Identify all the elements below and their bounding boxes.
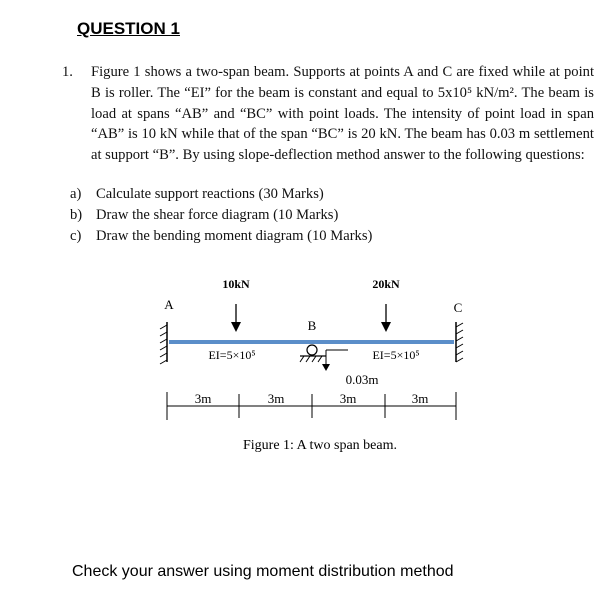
dim-label: 3m [194,391,212,406]
ei-ab-label: EI=5×10⁵ [208,348,256,362]
load-bc-label: 20kN [372,277,400,291]
question-text: Figure 1 shows a two-span beam. Supports at points A and C are fixed while at point B is roller. The “EI” for the beam is constant and equal to 5x10⁵ kN/m². The beam is load at spans “AB” and “BC” with point loads. The intensity of point load in span “AB” is 10 kN while that of the span “BC” is 20 kN. The beam has 0.03 m settlement at support “B”. By using slope-deflection method answer to the following questions: [91,64,594,164]
beam-figure [140,262,480,462]
load-arrow-bc [381,304,391,332]
roller-support-b-icon [300,345,348,362]
beam [169,340,454,344]
support-a-label: A [164,297,174,312]
settlement-label: 0.03m [345,372,379,387]
part-c: c) Draw the bending moment diagram (10 Marks) [70,228,373,244]
support-c-label: C [453,300,463,315]
dim-label: 3m [267,391,285,406]
load-ab-label: 10kN [222,277,250,291]
question-paragraph [62,62,594,166]
support-b-label: B [307,318,317,333]
footer-note: Check your answer using moment distribution method [72,563,454,580]
part-b: b) Draw the shear force diagram (10 Marks) [70,207,339,223]
question-parts [70,184,372,247]
settlement-arrow-icon [322,350,330,371]
ei-bc-label: EI=5×10⁵ [372,348,420,362]
question-heading: QUESTION 1 [77,19,180,38]
fixed-support-c-icon [456,322,463,362]
figure-caption: Figure 1: A two span beam. [243,438,397,453]
part-a: a) Calculate support reactions (30 Marks) [70,186,324,202]
fixed-support-a-icon [160,322,167,364]
question-number: 1. [62,64,73,80]
dim-label: 3m [411,391,429,406]
load-arrow-ab [231,304,241,332]
dim-label: 3m [339,391,357,406]
